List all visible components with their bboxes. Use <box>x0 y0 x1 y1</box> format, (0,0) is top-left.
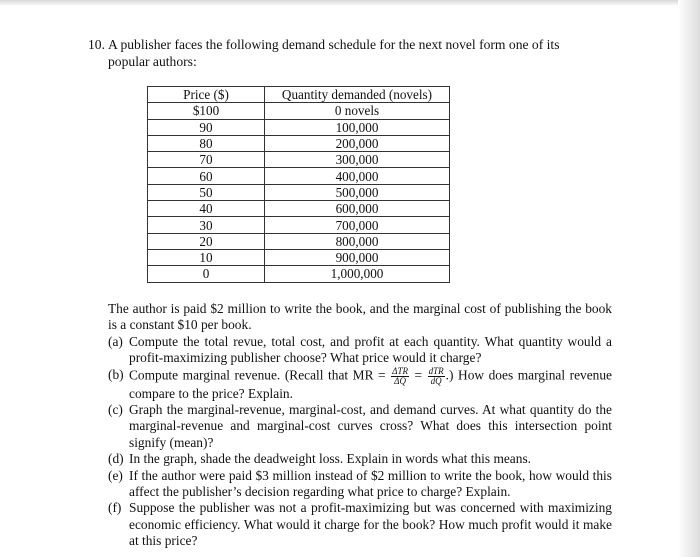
quantity-cell: 800,000 <box>265 233 450 249</box>
part-label: (c) <box>108 402 123 418</box>
table-row <box>148 217 450 233</box>
table-row <box>148 266 450 282</box>
price-cell: 20 <box>148 233 265 249</box>
price-cell: 30 <box>148 217 265 233</box>
intro-paragraph: The author is paid $2 million to write the book, and the marginal cost of publishing the book is a constant $10 per book. <box>108 301 612 333</box>
part-label: (b) <box>108 366 124 382</box>
quantity-cell: 900,000 <box>265 249 450 265</box>
fraction-dtr-over-dq <box>428 367 445 386</box>
question-body <box>108 301 612 550</box>
table-body <box>148 103 450 282</box>
fraction-numerator: dTR <box>428 365 444 376</box>
header-price: Price ($) <box>148 87 265 103</box>
page-edge-shadow-top <box>0 0 700 6</box>
fraction-denominator: ΔQ <box>394 375 406 386</box>
part-e <box>108 468 612 501</box>
part-label: (f) <box>108 500 122 516</box>
table-row <box>148 249 450 265</box>
table-header-row <box>148 87 450 103</box>
part-d <box>108 451 612 467</box>
price-cell: 40 <box>148 201 265 217</box>
quantity-cell: 300,000 <box>265 152 450 168</box>
part-c <box>108 402 612 451</box>
price-cell: 90 <box>148 119 265 135</box>
table-row <box>148 103 450 119</box>
question-intro-line1: A publisher faces the following demand schedule for the next novel form one of its <box>108 37 560 52</box>
part-text-before: Compute marginal revenue. (Recall that MR = <box>129 367 386 383</box>
price-cell: 70 <box>148 152 265 168</box>
table-row <box>148 152 450 168</box>
price-cell: 0 <box>148 266 265 282</box>
part-label: (d) <box>108 451 124 467</box>
demand-schedule-table <box>147 86 450 283</box>
part-text: Compute the total revue, total cost, and profit at each quantity. What quantity would a profit-maximizing publisher choose? What price would it charge? <box>129 333 612 366</box>
table-row <box>148 233 450 249</box>
fraction-delta-tr-over-delta-q <box>391 367 409 386</box>
part-text: In the graph, shade the deadweight loss. Explain in words what this means. <box>129 451 532 467</box>
price-cell: 60 <box>148 168 265 184</box>
price-cell: 10 <box>148 249 265 265</box>
part-a <box>108 334 612 367</box>
part-label: (a) <box>108 333 123 349</box>
page-edge-shadow-right <box>678 0 700 557</box>
quantity-cell: 400,000 <box>265 168 450 184</box>
fraction-numerator: ΔTR <box>392 365 408 376</box>
price-cell: 50 <box>148 184 265 200</box>
quantity-cell: 100,000 <box>265 119 450 135</box>
quantity-cell: 700,000 <box>265 217 450 233</box>
quantity-cell: 200,000 <box>265 135 450 151</box>
part-text: Suppose the publisher was not a profit-maximizing but was concerned with maximizing economic efficiency. What would it charge for the book? How much profit would it make at this price? <box>129 500 612 549</box>
price-cell: $100 <box>148 103 265 119</box>
fraction-denominator: dQ <box>430 375 442 386</box>
table-row <box>148 119 450 135</box>
quantity-cell: 500,000 <box>265 184 450 200</box>
part-label: (e) <box>108 467 123 483</box>
quantity-cell: 600,000 <box>265 201 450 217</box>
table-row <box>148 201 450 217</box>
table-row <box>148 184 450 200</box>
equals-sign: = <box>414 367 423 383</box>
quantity-cell: 1,000,000 <box>265 266 450 282</box>
header-quantity: Quantity demanded (novels) <box>265 87 450 103</box>
price-cell: 80 <box>148 135 265 151</box>
part-f <box>108 500 612 549</box>
table-row <box>148 135 450 151</box>
question-intro-line2: popular authors: <box>108 54 197 69</box>
part-text-after: .) How does marginal revenue compare to the price? Explain. <box>129 367 612 401</box>
part-text: Graph the marginal-revenue, marginal-cost, and demand curves. At what quantity do the marginal-revenue and marginal-cost curves cross? What does this intersection point signify (mean)? <box>129 402 612 450</box>
question-header <box>88 36 618 70</box>
part-text: If the author were paid $3 million instead of $2 million to write the book, how would this affect the publisher’s decision regarding what price to charge? Explain. <box>129 467 612 500</box>
table-row <box>148 168 450 184</box>
question-number: 10. <box>88 37 105 52</box>
part-b <box>108 367 612 402</box>
quantity-cell: 0 novels <box>265 103 450 119</box>
